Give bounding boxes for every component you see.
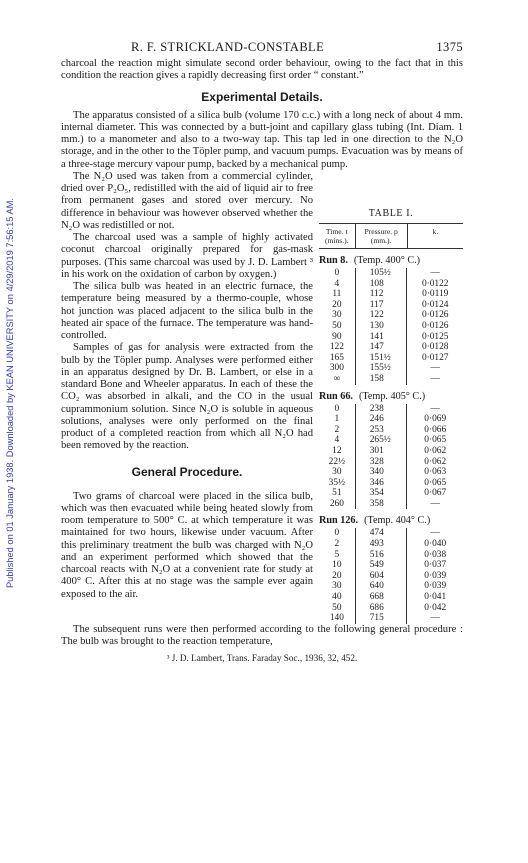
cell-pressure: 474 — [369, 528, 384, 539]
cell-time: 10 — [332, 560, 342, 571]
cell-k: — — [430, 528, 440, 539]
cell-time: 50 — [332, 602, 342, 613]
cell-time: 4 — [334, 435, 340, 446]
run-number: Run 126. — [319, 515, 359, 527]
cell-pressure: 354 — [369, 488, 384, 499]
cell-k: — — [430, 373, 440, 384]
run-number: Run 8. — [319, 255, 348, 266]
cell-pressure: 640 — [369, 581, 384, 592]
column-k — [407, 528, 463, 623]
cell-time: 30 — [332, 581, 342, 592]
text-and-table — [61, 208, 463, 624]
cell-k: 0·039 — [424, 570, 447, 581]
cell-time: 2 — [334, 424, 340, 435]
cell-pressure: 246 — [369, 414, 384, 425]
cell-pressure: 265½ — [369, 435, 391, 446]
run-temperature: (Temp. 404° C.) — [364, 515, 431, 527]
cell-pressure: 147 — [369, 342, 384, 353]
cell-time: 12 — [332, 445, 342, 456]
cell-pressure: 358 — [369, 498, 384, 509]
section-heading-experimental: Experimental Details. — [201, 89, 323, 104]
cell-k: 0·062 — [424, 445, 447, 456]
cell-time: 30 — [332, 467, 342, 478]
table-1 — [319, 208, 463, 624]
running-header — [61, 40, 463, 58]
cell-pressure: 340 — [369, 467, 384, 478]
section-heading-procedure: General Procedure. — [131, 464, 243, 479]
cell-time: 1 — [334, 414, 340, 425]
cell-k: 0·067 — [424, 488, 447, 499]
cell-time: 50 — [332, 320, 342, 331]
column-pressure — [356, 268, 408, 385]
cell-pressure: 117 — [369, 299, 384, 310]
cell-pressure: 105½ — [369, 268, 391, 278]
run-temperature: (Temp. 400° C.) — [353, 255, 421, 266]
table-header — [319, 223, 463, 249]
cell-k: 0·038 — [424, 549, 447, 560]
cell-k: — — [430, 363, 440, 374]
run-label — [319, 391, 463, 402]
cell-pressure: 604 — [369, 570, 384, 581]
cell-pressure: 549 — [369, 560, 384, 571]
cell-pressure: 668 — [369, 592, 384, 603]
cell-time: 20 — [332, 299, 342, 310]
cell-k: — — [430, 268, 440, 278]
cell-time: 22½ — [328, 456, 346, 467]
column-time — [319, 404, 356, 510]
cell-time: 5 — [334, 549, 340, 560]
cell-time: 165 — [329, 352, 344, 363]
paragraph-furnace: The silica bulb was heated in an electric furnace, the temperature being measured by a thermo-couple, whose hot junction was placed adjacent to the silica bulb in the heated air space of the furnace. The temperature was hand-controlled. — [61, 281, 313, 341]
page-number: 1375 — [436, 40, 463, 54]
paragraph-charcoal: The charcoal used was a sample of highly activated coconut charcoal originally prepared for gas-mask purposes. (This same charcoal was used by J. D. Lambert ³ in his work on the oxidation of carbon by oxygen.) — [61, 232, 313, 280]
cell-time: 51 — [332, 488, 342, 499]
cell-k: — — [430, 498, 440, 509]
cell-time: 30 — [332, 310, 342, 321]
cell-time: 90 — [332, 331, 342, 342]
cell-time: 122 — [329, 342, 344, 353]
cell-pressure: 158 — [369, 373, 384, 384]
cell-k: 0·040 — [424, 539, 447, 550]
column-pressure — [356, 404, 408, 510]
cell-time: 20 — [332, 570, 342, 581]
cell-time: 40 — [332, 592, 342, 603]
run-rows — [319, 404, 463, 510]
cell-time: 35½ — [328, 477, 346, 488]
column-pressure — [356, 528, 408, 623]
cell-time: 260 — [329, 498, 344, 509]
cell-k: 0·0127 — [421, 352, 449, 363]
column-time — [319, 528, 356, 623]
footnote: ³ J. D. Lambert, Trans. Faraday Soc., 1936, 32, 452. — [166, 653, 358, 664]
cell-k: 0·037 — [424, 560, 447, 571]
cell-pressure: 328 — [369, 456, 384, 467]
run-temperature: (Temp. 405° C.) — [358, 390, 426, 402]
cell-time: 0 — [334, 268, 340, 278]
cell-time: 140 — [329, 613, 344, 624]
download-watermark — [2, 120, 18, 665]
cell-k: 0·0124 — [421, 299, 449, 310]
cell-k: — — [430, 403, 440, 414]
cell-k: 0·041 — [424, 592, 447, 603]
paragraph-n2o: The N₂O used was taken from a commercial cylinder, dried over P₂O₅, redistilled with the aid of liquid air to free from permanent gases and stored over mercury. No difference in behaviour was however observed whether the N₂O was redistilled or not. — [61, 170, 313, 231]
cell-k: — — [430, 613, 440, 624]
cell-k: 0·069 — [424, 414, 447, 425]
cell-time: 11 — [332, 289, 342, 300]
cell-pressure: 686 — [369, 602, 384, 613]
table-runs — [319, 255, 463, 624]
cell-pressure: 493 — [369, 539, 384, 550]
run-rows — [319, 528, 463, 623]
cell-pressure: 122 — [369, 310, 384, 321]
cell-k: 0·063 — [424, 467, 447, 478]
cell-pressure: 155½ — [369, 363, 391, 374]
cell-pressure: 108 — [369, 278, 384, 289]
paragraph-general: The subsequent runs were then performed according to the following general procedure : The bulb was brought to the reaction temperature, — [61, 623, 463, 648]
column-time — [319, 268, 356, 385]
run-label — [319, 255, 463, 266]
cell-k: 0·0119 — [422, 289, 449, 300]
cell-pressure: 130 — [369, 320, 384, 331]
cell-pressure: 346 — [369, 477, 384, 488]
cell-time: 2 — [334, 539, 340, 550]
cell-k: 0·0122 — [421, 278, 449, 289]
header-time: Time. t (mins.). — [319, 224, 356, 248]
column-k — [407, 404, 463, 510]
download-notice: Published on 01 January 1938. Downloaded by KEAN UNIVERSITY on 4/29/2019 7:56:15 AM. — [5, 197, 15, 588]
cell-k: 0·039 — [424, 581, 447, 592]
cell-pressure: 238 — [369, 403, 384, 414]
header-k: k. — [432, 227, 439, 236]
cell-pressure: 253 — [369, 424, 384, 435]
running-title: R. F. STRICKLAND-CONSTABLE — [131, 40, 325, 54]
cell-k: 0·042 — [424, 602, 447, 613]
run-rows — [319, 268, 463, 385]
cell-k: 0·0125 — [421, 331, 449, 342]
cell-k: 0·0126 — [421, 310, 449, 321]
left-column — [61, 232, 313, 601]
cell-pressure: 516 — [369, 549, 384, 560]
cell-time: 300 — [329, 363, 344, 374]
cell-k: 0·066 — [424, 424, 447, 435]
cell-k: 0·062 — [424, 456, 447, 467]
cell-k: 0·0126 — [421, 320, 449, 331]
cell-k: 0·0128 — [421, 342, 449, 353]
paragraph-analysis: Samples of gas for analysis were extracted from the bulb by the Töpler pump. Analyses were performed either in an apparatus designed by Dr. B. Lambert, or else in a standard Bone and Wheeler apparatus. In each of these the CO₂ was absorbed in alkali, and the CO in the usual cuprammonium solution. Since N₂O is soluble in aqueous solutions, analyses were only performed on the final product of a completed reaction from which all N₂O had been removed by the reaction. — [61, 342, 313, 452]
cell-time: 0 — [334, 528, 340, 539]
cell-k: 0·065 — [424, 477, 447, 488]
column-k — [407, 268, 463, 385]
paragraph-procedure: Two grams of charcoal were placed in the silica bulb, which was then evacuated while being heated slowly from room temperature to 500° C. at which temperature it was maintained for two hours, likewise under vacuum. After this preliminary treatment the bulb was charged with N₂O and an experiment performed which showed that the charcoal reacts with N₂O at a convenient rate for study at 400° C. After this at no stage was the sample ever again exposed to the air. — [61, 490, 313, 600]
cell-k: 0·065 — [424, 435, 447, 446]
cell-time: 0 — [334, 403, 340, 414]
cell-pressure: 715 — [369, 613, 384, 624]
run-label — [319, 515, 463, 526]
cell-pressure: 301 — [369, 445, 384, 456]
intro-paragraph: charcoal the reaction might simulate second order behaviour, owing to the fact that in this condition the reaction gives a rapidly decreasing first order “ constant.” — [61, 58, 463, 82]
cell-time: 4 — [334, 278, 340, 289]
cell-time: ∞ — [333, 373, 341, 384]
paragraph-apparatus: The apparatus consisted of a silica bulb (volume 170 c.c.) with a long neck of about 4 mm. internal diameter. This was connected by a butt-joint and capillary glass tubing (Int. Diam. 1 mm.) to a manometer and also to a two-way tap. This tap led in one direction to the N₂O storage, and in the other to the Töpler pump, and vacuum pumps. Evacuation was by means of a three-stage mercury vapour pump, backed by a mechanical pump. — [61, 109, 463, 170]
cell-pressure: 141 — [369, 331, 384, 342]
run-number: Run 66. — [319, 390, 353, 402]
cell-pressure: 112 — [369, 289, 384, 300]
header-pressure: Pressure. p (mm.). — [356, 224, 408, 248]
journal-page — [61, 40, 463, 663]
table-title: TABLE I. — [368, 208, 414, 219]
cell-pressure: 151½ — [369, 352, 391, 363]
